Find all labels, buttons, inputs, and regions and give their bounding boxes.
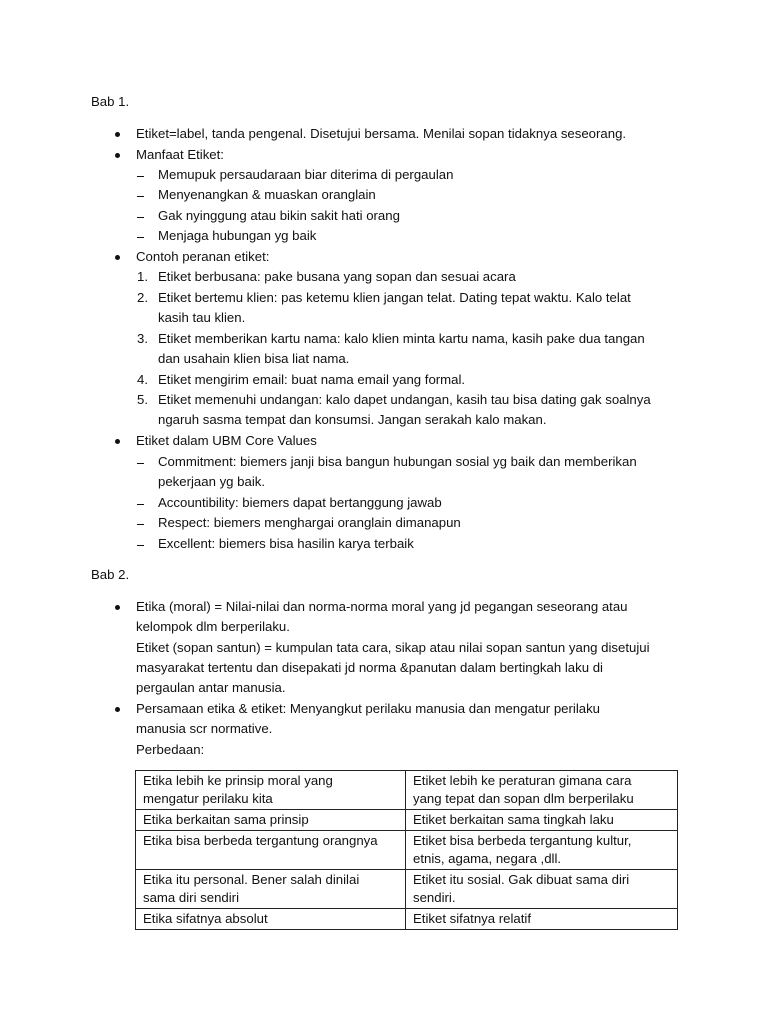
list-number: 5.	[137, 392, 148, 407]
list-number: 1.	[137, 269, 148, 284]
dash-icon	[137, 176, 144, 177]
bab1-heading: Bab 1.	[91, 94, 130, 109]
table-cell: Etika berkaitan sama prinsip	[136, 810, 406, 831]
contoh-item-cont: kasih tau klien.	[158, 310, 246, 325]
contoh-item: Etiket memenuhi undangan: kalo dapet undangan, kasih tau bisa dating gak soalnya	[158, 392, 651, 407]
ubm-item-cont: pekerjaan yg baik.	[158, 474, 266, 489]
bullet-icon	[115, 439, 120, 444]
bullet-icon	[115, 707, 120, 712]
bullet-icon	[115, 132, 120, 137]
dash-icon	[137, 545, 144, 546]
contoh-item: Etiket berbusana: pake busana yang sopan dan sesuai acara	[158, 269, 516, 284]
list-number: 4.	[137, 372, 148, 387]
bab2-heading: Bab 2.	[91, 567, 130, 582]
ubm-item: Respect: biemers menghargai oranglain dimanapun	[158, 515, 461, 530]
etika-text: Etika (moral) = Nilai-nilai dan norma-norma moral yang jd pegangan seseorang atau	[136, 599, 628, 614]
table-cell: Etika itu personal. Bener salah dinilai sama diri sendiri	[136, 870, 406, 909]
table-cell: Etiket sifatnya relatif	[406, 909, 678, 930]
dash-icon	[137, 463, 144, 464]
dash-icon	[137, 196, 144, 197]
table-row	[136, 771, 678, 810]
dash-icon	[137, 504, 144, 505]
table-cell: Etiket itu sosial. Gak dibuat sama diri sendiri.	[406, 870, 678, 909]
manfaat-item: Gak nyinggung atau bikin sakit hati orang	[158, 208, 400, 223]
persamaan-text: Persamaan etika & etiket: Menyangkut perilaku manusia dan mengatur perilaku	[136, 701, 601, 716]
list-number: 2.	[137, 290, 148, 305]
manfaat-item: Memupuk persaudaraan biar diterima di pergaulan	[158, 167, 454, 182]
bullet-icon	[115, 255, 120, 260]
table-cell: Etika sifatnya absolut	[136, 909, 406, 930]
table-row	[136, 870, 678, 909]
etiket-text: pergaulan antar manusia.	[136, 680, 286, 695]
persamaan-text: manusia scr normative.	[136, 721, 273, 736]
table-cell: Etika bisa berbeda tergantung orangnya	[136, 831, 406, 870]
bullet-icon	[115, 605, 120, 610]
list-number: 3.	[137, 331, 148, 346]
contoh-item-cont: ngaruh sasma tempat dan konsumsi. Jangan serakah kalo makan.	[158, 412, 547, 427]
perbedaan-table	[135, 770, 678, 930]
ubm-item: Commitment: biemers janji bisa bangun hubungan sosial yg baik dan memberikan	[158, 454, 637, 469]
dash-icon	[137, 217, 144, 218]
dash-icon	[137, 237, 144, 238]
etiket-text: Etiket (sopan santun) = kumpulan tata cara, sikap atau nilai sopan santun yang disetujui	[136, 640, 650, 655]
manfaat-title: Manfaat Etiket:	[136, 147, 224, 162]
manfaat-item: Menjaga hubungan yg baik	[158, 228, 317, 243]
etiket-definition: Etiket=label, tanda pengenal. Disetujui bersama. Menilai sopan tidaknya seseorang.	[136, 126, 627, 141]
bullet-icon	[115, 153, 120, 158]
contoh-item-cont: dan usahain klien bisa liat nama.	[158, 351, 350, 366]
table-cell: Etiket berkaitan sama tingkah laku	[406, 810, 678, 831]
contoh-item: Etiket mengirim email: buat nama email yang formal.	[158, 372, 466, 387]
etika-text: kelompok dlm berperilaku.	[136, 619, 290, 634]
etiket-text: masyarakat tertentu dan disepakati jd norma &panutan dalam bertingkah laku di	[136, 660, 603, 675]
table-cell: Etika lebih ke prinsip moral yang mengatur perilaku kita	[136, 771, 406, 810]
table-row	[136, 831, 678, 870]
ubm-item: Excellent: biemers bisa hasilin karya terbaik	[158, 536, 414, 551]
table-cell: Etiket bisa berbeda tergantung kultur, etnis, agama, negara ,dll.	[406, 831, 678, 870]
perbedaan-label: Perbedaan:	[136, 742, 205, 757]
manfaat-item: Menyenangkan & muaskan oranglain	[158, 187, 376, 202]
contoh-title: Contoh peranan etiket:	[136, 249, 270, 264]
table-cell: Etiket lebih ke peraturan gimana cara yang tepat dan sopan dlm berperilaku	[406, 771, 678, 810]
contoh-item: Etiket memberikan kartu nama: kalo klien minta kartu nama, kasih pake dua tangan	[158, 331, 645, 346]
ubm-title: Etiket dalam UBM Core Values	[136, 433, 317, 448]
dash-icon	[137, 524, 144, 525]
ubm-item: Accountibility: biemers dapat bertanggung jawab	[158, 495, 442, 510]
table-row	[136, 909, 678, 930]
table-row	[136, 810, 678, 831]
contoh-item: Etiket bertemu klien: pas ketemu klien jangan telat. Dating tepat waktu. Kalo telat	[158, 290, 631, 305]
